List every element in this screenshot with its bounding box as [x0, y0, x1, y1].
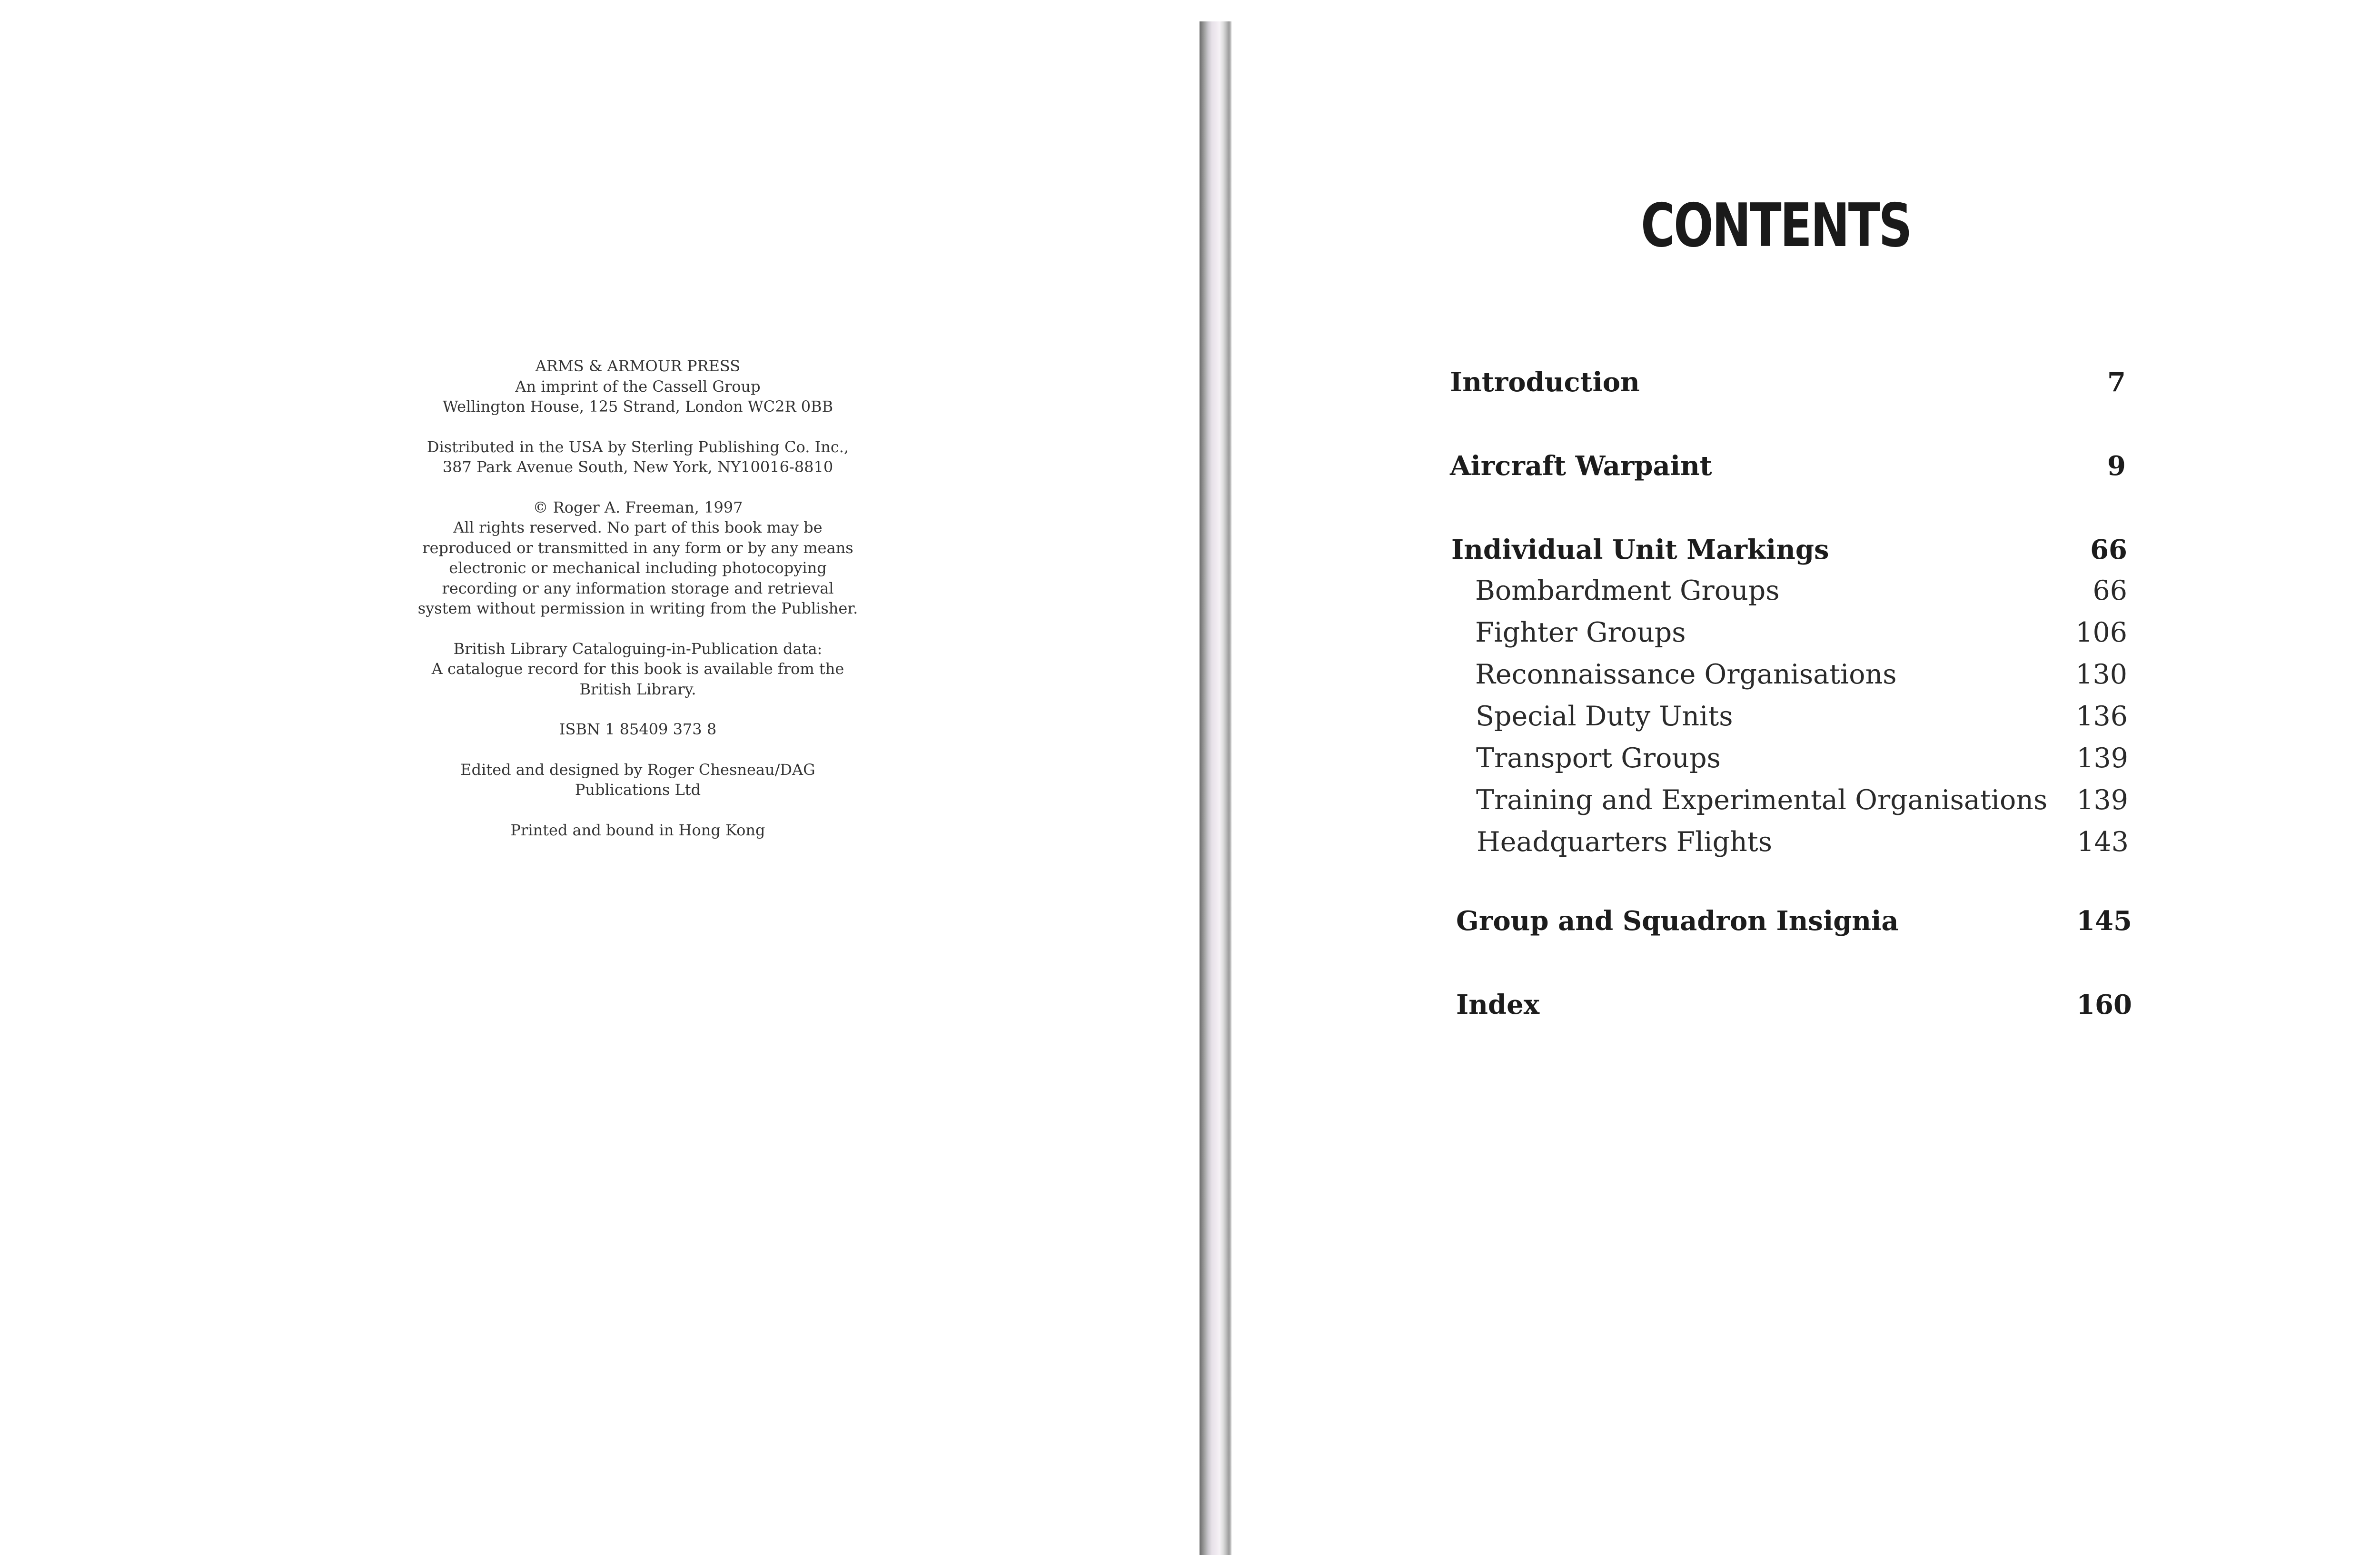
toc-subentry [1452, 784, 2128, 822]
toc-entry-label: Transport Groups [1476, 743, 1721, 774]
distribution-block [381, 437, 895, 477]
toc-entry [1456, 989, 2132, 1027]
toc-entry-label: Training and Experimental Organisations [1476, 784, 2048, 816]
toc-entry [1450, 450, 2126, 488]
toc-subentry [1451, 575, 2127, 613]
publisher-block [381, 356, 895, 417]
rights-line: All rights reserved. No part of this book may be [453, 518, 823, 536]
isbn-block [381, 719, 895, 740]
toc-entry-label: Index [1456, 989, 1540, 1020]
toc-subentry [1452, 701, 2128, 739]
toc-entry-page: 160 [2076, 989, 2132, 1020]
printing-block [381, 820, 895, 841]
copyright-line: © Roger A. Freeman, 1997 [533, 498, 743, 516]
contents-title: CONTENTS [1641, 190, 1911, 260]
toc-subentry [1451, 617, 2127, 655]
toc-subentry [1452, 743, 2128, 781]
imprint-block [381, 356, 895, 860]
toc-entry-page: 106 [2075, 617, 2127, 648]
isbn: ISBN 1 85409 373 8 [559, 720, 717, 738]
toc-entry-page: 130 [2075, 659, 2127, 690]
toc-entry-label: Group and Squadron Insignia [1456, 905, 1899, 937]
cataloguing-line: British Library. [579, 680, 696, 698]
toc-entry-label: Introduction [1450, 366, 1640, 398]
distribution-address: 387 Park Avenue South, New York, NY10016-8810 [442, 458, 833, 476]
contents-page [1232, 0, 2380, 1555]
credits-block [381, 760, 895, 800]
credits-line: Publications Ltd [575, 781, 701, 799]
toc-subentry [1453, 826, 2129, 864]
publisher-name: ARMS & ARMOUR PRESS [535, 357, 741, 375]
toc-subentry [1451, 659, 2127, 697]
toc-entry-label: Special Duty Units [1476, 701, 1733, 732]
book-gutter [1200, 21, 1232, 1555]
toc-entry-page: 66 [2092, 575, 2127, 606]
toc-entry-page: 139 [2076, 743, 2128, 774]
toc-entry [1451, 534, 2127, 572]
toc-entry-page: 7 [2107, 366, 2126, 398]
toc-entry-page: 139 [2076, 784, 2128, 816]
toc-entry-page: 143 [2077, 826, 2129, 858]
rights-line: system without permission in writing from the Publisher. [417, 599, 858, 617]
rights-line: electronic or mechanical including photocopying [449, 559, 827, 577]
cataloguing-line: A catalogue record for this book is available from the [431, 660, 844, 678]
credits-line: Edited and designed by Roger Chesneau/DAG [460, 760, 815, 779]
copyright-block [381, 497, 895, 619]
toc-entry [1456, 905, 2132, 943]
toc-entry-page: 145 [2076, 905, 2132, 937]
toc-entry-page: 9 [2107, 450, 2126, 482]
toc-entry [1450, 366, 2126, 405]
printing-line: Printed and bound in Hong Kong [510, 821, 765, 839]
publisher-imprint: An imprint of the Cassell Group [515, 377, 761, 396]
rights-line: recording or any information storage and retrieval [442, 579, 834, 597]
distribution-line: Distributed in the USA by Sterling Publishing Co. Inc., [426, 437, 849, 456]
rights-line: reproduced or transmitted in any form or by any means [422, 538, 853, 557]
toc-entry-label: Aircraft Warpaint [1450, 450, 1712, 482]
toc-entry-label: Reconnaissance Organisations [1475, 659, 1897, 690]
toc-entry-page: 136 [2076, 701, 2128, 732]
toc-entry-label: Fighter Groups [1475, 617, 1686, 648]
cataloguing-line: British Library Cataloguing-in-Publication data: [453, 639, 823, 658]
toc-entry-label: Bombardment Groups [1475, 575, 1780, 606]
toc-entry-page: 66 [2090, 534, 2127, 565]
cataloguing-block [381, 639, 895, 700]
toc-entry-label: Headquarters Flights [1477, 826, 1772, 858]
publisher-address: Wellington House, 125 Strand, London WC2R 0BB [442, 397, 833, 416]
toc-entry-label: Individual Unit Markings [1451, 534, 1829, 565]
